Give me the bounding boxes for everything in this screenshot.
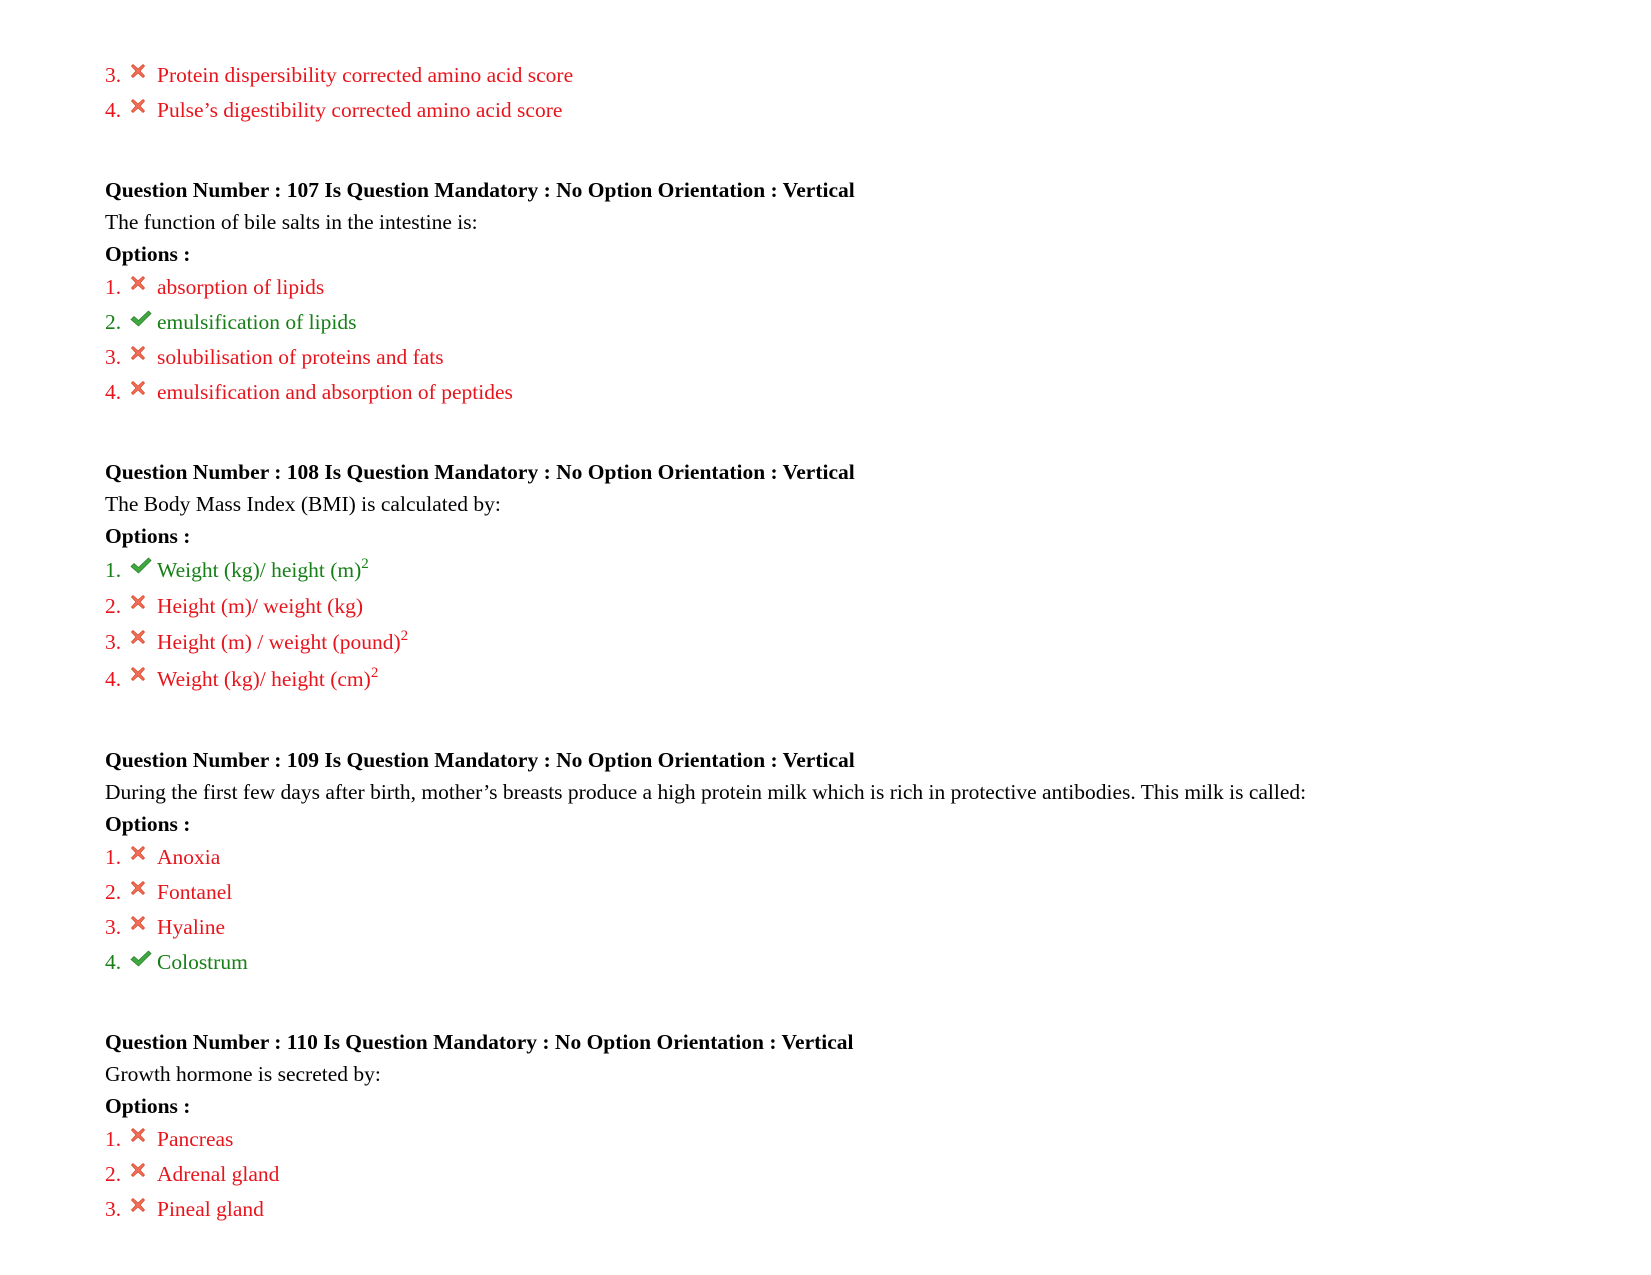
option-text: Protein dispersibility corrected amino acid score xyxy=(157,63,574,87)
option-number: 1. xyxy=(105,275,122,299)
option-row xyxy=(105,840,1605,875)
option-row xyxy=(105,93,1605,128)
option-text: emulsification and absorption of peptides xyxy=(157,380,513,404)
option-row xyxy=(105,875,1605,910)
option-row xyxy=(105,945,1605,980)
option-text: emulsification of lipids xyxy=(157,310,357,334)
option-text: Colostrum xyxy=(157,950,248,974)
option-number: 3. xyxy=(105,63,122,87)
option-text: solubilisation of proteins and fats xyxy=(157,345,444,369)
cross-mark-icon xyxy=(130,1192,157,1227)
option-text: Fontanel xyxy=(157,880,233,904)
question-text: The Body Mass Index (BMI) is calculated by: xyxy=(105,492,501,516)
question-header: Question Number : 107 Is Question Mandatory : No Option Orientation : Vertical xyxy=(105,178,855,202)
option-text: absorption of lipids xyxy=(157,275,325,299)
option-number: 3. xyxy=(105,1197,122,1221)
option-number: 2. xyxy=(105,1162,122,1186)
option-superscript: 2 xyxy=(361,556,369,572)
question-header: Question Number : 108 Is Question Mandatory : No Option Orientation : Vertical xyxy=(105,460,855,484)
option-text: Weight (kg)/ height (m) xyxy=(157,558,362,582)
option-number: 2. xyxy=(105,310,122,334)
option-number: 3. xyxy=(105,345,122,369)
question-block xyxy=(105,744,1605,980)
cross-mark-icon xyxy=(130,589,157,624)
document-page xyxy=(105,58,1605,1227)
question-header: Question Number : 110 Is Question Mandatory : No Option Orientation : Vertical xyxy=(105,1030,854,1054)
question-block xyxy=(105,174,1605,410)
option-number: 4. xyxy=(105,380,122,404)
option-number: 4. xyxy=(105,950,122,974)
cross-mark-icon xyxy=(130,375,157,410)
option-row xyxy=(105,270,1605,305)
option-text: Adrenal gland xyxy=(157,1162,280,1186)
option-row xyxy=(105,58,1605,93)
cross-mark-icon xyxy=(130,875,157,910)
option-number: 3. xyxy=(105,630,122,654)
options-label: Options : xyxy=(105,524,191,548)
check-mark-icon xyxy=(130,552,157,587)
option-row xyxy=(105,552,1605,589)
option-text: Pulse’s digestibility corrected amino acid score xyxy=(157,98,563,122)
option-number: 3. xyxy=(105,915,122,939)
option-row xyxy=(105,1157,1605,1192)
option-number: 4. xyxy=(105,98,122,122)
options-label: Options : xyxy=(105,242,191,266)
option-number: 1. xyxy=(105,845,122,869)
cross-mark-icon xyxy=(130,270,157,305)
question-text: Growth hormone is secreted by: xyxy=(105,1062,381,1086)
cross-mark-icon xyxy=(130,1157,157,1192)
cross-mark-icon xyxy=(130,58,157,93)
cross-mark-icon xyxy=(130,840,157,875)
option-superscript: 2 xyxy=(400,628,409,644)
option-row xyxy=(105,1192,1605,1227)
option-text: Height (m)/ weight (kg) xyxy=(157,594,363,618)
option-text: Hyaline xyxy=(157,915,226,939)
option-number: 1. xyxy=(105,1127,122,1151)
option-row xyxy=(105,589,1605,624)
question-text: During the first few days after birth, mother’s breasts produce a high protein milk which is rich in protective antibodies. This milk is called: xyxy=(105,780,1307,804)
cross-mark-icon xyxy=(130,340,157,375)
option-row xyxy=(105,305,1605,340)
option-row xyxy=(105,375,1605,410)
question-block xyxy=(105,1026,1605,1227)
cross-mark-icon xyxy=(130,1122,157,1157)
cross-mark-icon xyxy=(130,93,157,128)
option-text: Weight (kg)/ height (cm) xyxy=(157,667,371,691)
option-number: 2. xyxy=(105,880,122,904)
option-row xyxy=(105,1122,1605,1157)
check-mark-icon xyxy=(130,305,157,340)
option-superscript: 2 xyxy=(370,665,379,681)
options-label: Options : xyxy=(105,812,191,836)
option-number: 2. xyxy=(105,594,122,618)
check-mark-icon xyxy=(130,945,157,980)
option-number: 4. xyxy=(105,667,122,691)
cross-mark-icon xyxy=(130,624,157,659)
option-row xyxy=(105,661,1605,698)
option-row xyxy=(105,910,1605,945)
question-header: Question Number : 109 Is Question Mandatory : No Option Orientation : Vertical xyxy=(105,748,855,772)
option-row xyxy=(105,624,1605,661)
option-row xyxy=(105,340,1605,375)
question-list xyxy=(105,174,1605,1227)
cross-mark-icon xyxy=(130,661,157,696)
option-text: Anoxia xyxy=(157,845,221,869)
option-text: Pancreas xyxy=(157,1127,234,1151)
option-text: Height (m) / weight (pound) xyxy=(157,630,401,654)
cross-mark-icon xyxy=(130,910,157,945)
carryover-options xyxy=(105,58,1605,128)
question-block xyxy=(105,456,1605,698)
option-text: Pineal gland xyxy=(157,1197,264,1221)
question-text: The function of bile salts in the intestine is: xyxy=(105,210,478,234)
options-label: Options : xyxy=(105,1094,191,1118)
option-number: 1. xyxy=(105,558,122,582)
